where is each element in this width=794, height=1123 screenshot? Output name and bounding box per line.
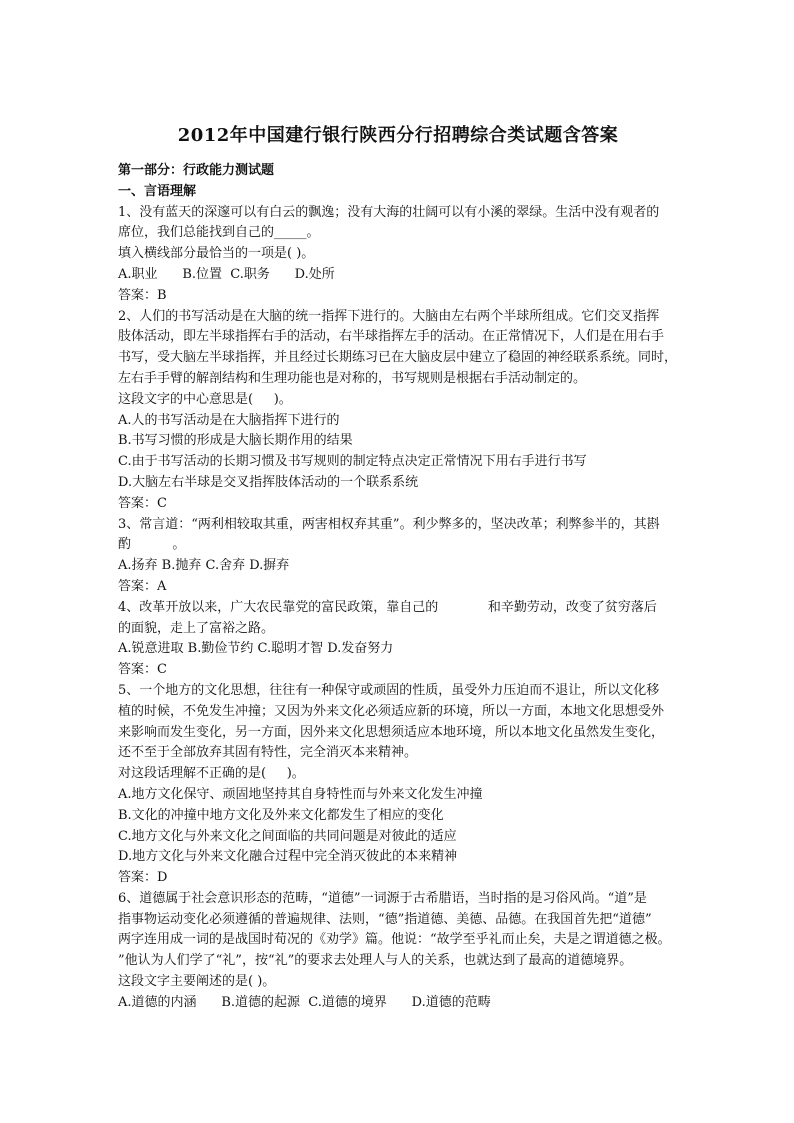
text-line: 酌 。	[118, 537, 186, 553]
section-heading: 一、言语理解	[118, 183, 197, 199]
text-line: 这段文字的中心意思是( )。	[118, 391, 292, 407]
text-line: 还不至于全部放弃其固有特性，完全消灭本来精神。	[118, 745, 418, 761]
options-line: A.职业 B.位置 C.职务 D.处所	[118, 266, 335, 282]
text-line: 书写，受大脑左半球指挥，并且经过长期练习已在大脑皮层中建立了稳固的神经联系系统。同时，	[118, 350, 678, 366]
document-title: 2012年中国建行银行陕西分行招聘综合类试题含答案	[177, 125, 619, 146]
text-line: 这段文字主要阐述的是( )。	[118, 974, 276, 990]
answer-line: 答案：D	[118, 870, 168, 886]
option-line: D.大脑左右半球是交叉指挥肢体活动的一个联系系统	[118, 474, 419, 490]
text-line: 填入横线部分最恰当的一项是( )。	[118, 246, 315, 262]
text-line: ”他认为人们学了“礼”，按“礼”的要求去处理人与人的关系，也就达到了最高的道德境界。	[118, 953, 633, 969]
text-line: 席位，我们总能找到自己的_____。	[118, 225, 320, 241]
options-line: A.扬弃 B.抛弃 C.舍弃 D.摒弃	[118, 558, 290, 574]
option-line: A.人的书写活动是在大脑指挥下进行的	[118, 412, 340, 428]
option-line: B.文化的冲撞中地方文化及外来文化都发生了相应的变化	[118, 807, 444, 823]
options-line: A.道德的内涵 B.道德的起源 C.道德的境界 D.道德的范畴	[118, 994, 491, 1010]
text-line: 对这段话理解不正确的是( )。	[118, 766, 305, 782]
options-line: A.锐意进取 B.勤俭节约 C.聪明才智 D.发奋努力	[118, 641, 394, 657]
option-line: C.由于书写活动的长期习惯及书写规则的制定特点决定正常情况下用右手进行书写	[118, 454, 587, 470]
text-line: 3、常言道：“两利相较取其重，两害相权弃其重”。利少弊多的，坚决改革；利弊参半的，其斟	[118, 516, 660, 532]
answer-line: 答案：B	[118, 287, 167, 303]
option-line: A.地方文化保守、顽固地坚持其自身特性而与外来文化发生冲撞	[118, 786, 483, 802]
part-heading: 第一部分：行政能力测试题	[118, 163, 275, 178]
text-line: 2、人们的书写活动是在大脑的统一指挥下进行的。大脑由左右两个半球所组成。它们交叉指挥	[118, 308, 660, 324]
text-line: 1、没有蓝天的深邃可以有白云的飘逸；没有大海的壮阔可以有小溪的翠绿。生活中没有观者的	[118, 204, 660, 220]
text-line: 4、改革开放以来，广大农民靠党的富民政策，靠自己的 和辛勤劳动，改变了贫穷落后	[118, 599, 657, 615]
option-line: C.地方文化与外来文化之间面临的共同问题是对彼此的适应	[118, 828, 457, 844]
text-line: 肢体活动，即左半球指挥右手的活动，右半球指挥左手的活动。在正常情况下，人们是在用右手	[118, 329, 665, 345]
text-line: 植的时候，不免发生冲撞；又因为外来文化必须适应新的环境，所以一方面，本地文化思想受外	[118, 703, 665, 719]
answer-line: 答案：C	[118, 495, 167, 511]
text-line: 两字连用成一词的是战国时荀况的《劝学》篇。他说：“故学至乎礼而止矣，夫是之谓道德之极。	[118, 932, 671, 948]
answer-line: 答案：C	[118, 662, 167, 678]
text-line: 左右手手臂的解剖结构和生理功能也是对称的，书写规则是根据右手活动制定的。	[118, 370, 587, 386]
text-line: 的面貌，走上了富裕之路。	[118, 620, 275, 636]
text-line: 5、一个地方的文化思想，往往有一种保守或顽固的性质，虽受外力压迫而不退让，所以文化移	[118, 682, 660, 698]
text-line: 6、道德属于社会意识形态的范畴，“道德”一词源于古希腊语，当时指的是习俗风尚。“道”是	[118, 890, 647, 906]
option-line: D.地方文化与外来文化融合过程中完全消灭彼此的本来精神	[118, 849, 458, 865]
text-line: 指事物运动变化必须遵循的普遍规律、法则，“德”指道德、美德、品德。在我国首先把“道德”	[118, 911, 652, 927]
option-line: B.书写习惯的形成是大脑长期作用的结果	[118, 433, 353, 449]
answer-line: 答案：A	[118, 578, 167, 594]
text-line: 来影响而发生变化，另一方面，因外来文化思想须适应本地环境，所以本地文化虽然发生变化，	[118, 724, 665, 740]
document-body	[118, 161, 714, 1014]
